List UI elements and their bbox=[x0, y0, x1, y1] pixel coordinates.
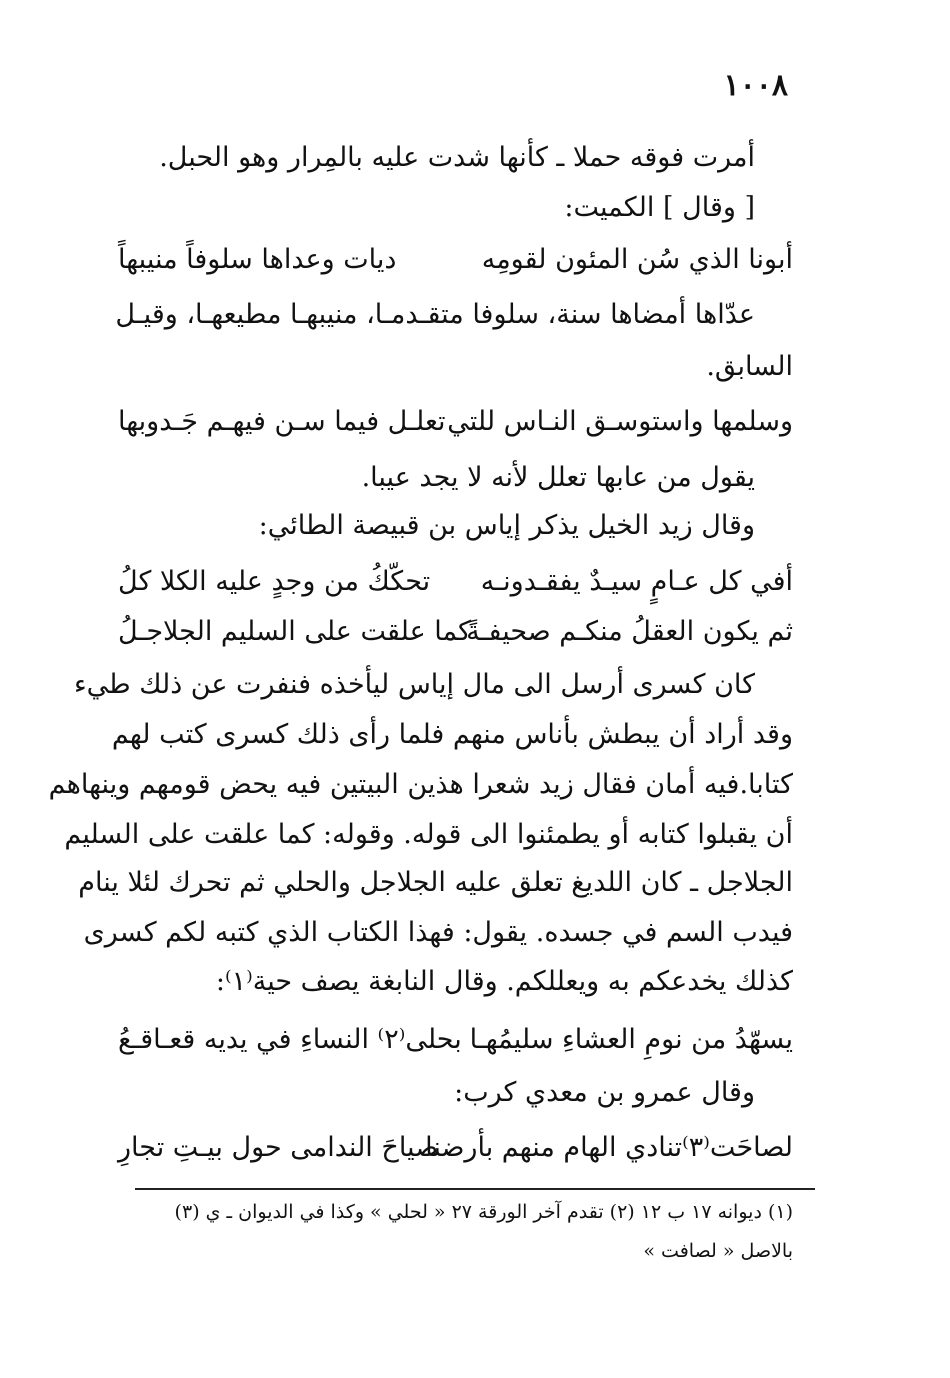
text-line: فيدب السم في جسده. يقول: فهذا الكتاب الذي كتبه لكم كسرى bbox=[83, 917, 793, 948]
text-line: أمرت فوقه حملا ـ كأنها شدت عليه بالمِرار وهو الحبل. bbox=[159, 142, 755, 173]
poet-intro: وقال زيد الخيل يذكر إياس بن قبيصة الطائي: bbox=[258, 510, 755, 541]
text-line: السابق. bbox=[706, 351, 793, 382]
footnote: (١) ديوانه ١٧ ب ١٢ (٢) تقدم آخر الورقة ٢٧ « لحلي » وكذا في الديوان ـ ي (٣) bbox=[174, 1201, 793, 1223]
footnote-divider bbox=[135, 1188, 815, 1190]
verse-second-hemistich: تحكّكُ من وجدٍ عليه الكلا كلُ bbox=[118, 566, 431, 597]
verse-first-hemistich: لصاحَت⁽٣⁾تنادي الهام منهم بأرضنا bbox=[425, 1132, 793, 1163]
verse-first-hemistich: أبونا الذي سُن المئون لقومِه bbox=[481, 244, 793, 275]
footnote: بالاصل « لصافت » bbox=[643, 1240, 793, 1262]
text-line: عدّاها أمضاها سنة، سلوفا متقـدمـا، منيبهـا مطيعهـا، وقيـل bbox=[115, 299, 755, 330]
text-line: وقد أراد أن يبطش بأناس منهم فلما رأى ذلك كسرى كتب لهم bbox=[111, 719, 793, 750]
verse-first-hemistich: يسهّدُ من نومِ العشاءِ سليمُهـا bbox=[469, 1024, 793, 1055]
verse-second-hemistich: كما علقت على السليم الجلاجـلُ bbox=[118, 616, 471, 647]
poet-intro: [ وقال ] الكميت: bbox=[564, 192, 755, 223]
verse-second-hemistich: تعلـل فيما سـن فيهـم جَـدوبها bbox=[118, 406, 446, 437]
text-line: أن يقبلوا كتابه أو يطمئنوا الى قوله. وقوله: كما علقت على السليم bbox=[64, 819, 793, 850]
verse-first-hemistich: ثم يكون العقلُ منكـم صحيفـةً bbox=[466, 616, 793, 647]
text-line: كذلك يخدعكم به ويعللكم. وقال النابغة يصف حية⁽١⁾: bbox=[215, 966, 793, 997]
verse-second-hemistich: ديات وعداها سلوفاً منيبهاً bbox=[118, 244, 397, 275]
verse-second-hemistich: صياحَ الندامى حول بيـتِ تجارِ bbox=[118, 1132, 439, 1163]
poet-intro: وقال عمرو بن معدي كرب: bbox=[454, 1077, 755, 1108]
page-number: ١٠٠٨ bbox=[723, 68, 788, 103]
text-line: كتابا.فيه أمان فقال زيد شعرا هذين البيتين فيه يحض قومهم وينهاهم bbox=[48, 769, 793, 800]
verse-first-hemistich: وسلمها واستوسـق النـاس للتي bbox=[447, 406, 793, 437]
text-line: الجلاجل ـ كان اللديغ تعلق عليه الجلاجل والحلي ثم تحرك لئلا ينام bbox=[78, 867, 793, 898]
verse-second-hemistich: بحلى⁽٢⁾ النساءِ في يديه قعـاقـعُ bbox=[118, 1024, 462, 1055]
text-line: يقول من عابها تعلل لأنه لا يجد عيبا. bbox=[361, 462, 755, 493]
verse-first-hemistich: أفي كل عـامٍ سيـدٌ يفقـدونـه bbox=[480, 566, 793, 597]
text-line: كان كسرى أرسل الى مال إياس ليأخذه فنفرت عن ذلك طيء bbox=[73, 669, 755, 700]
